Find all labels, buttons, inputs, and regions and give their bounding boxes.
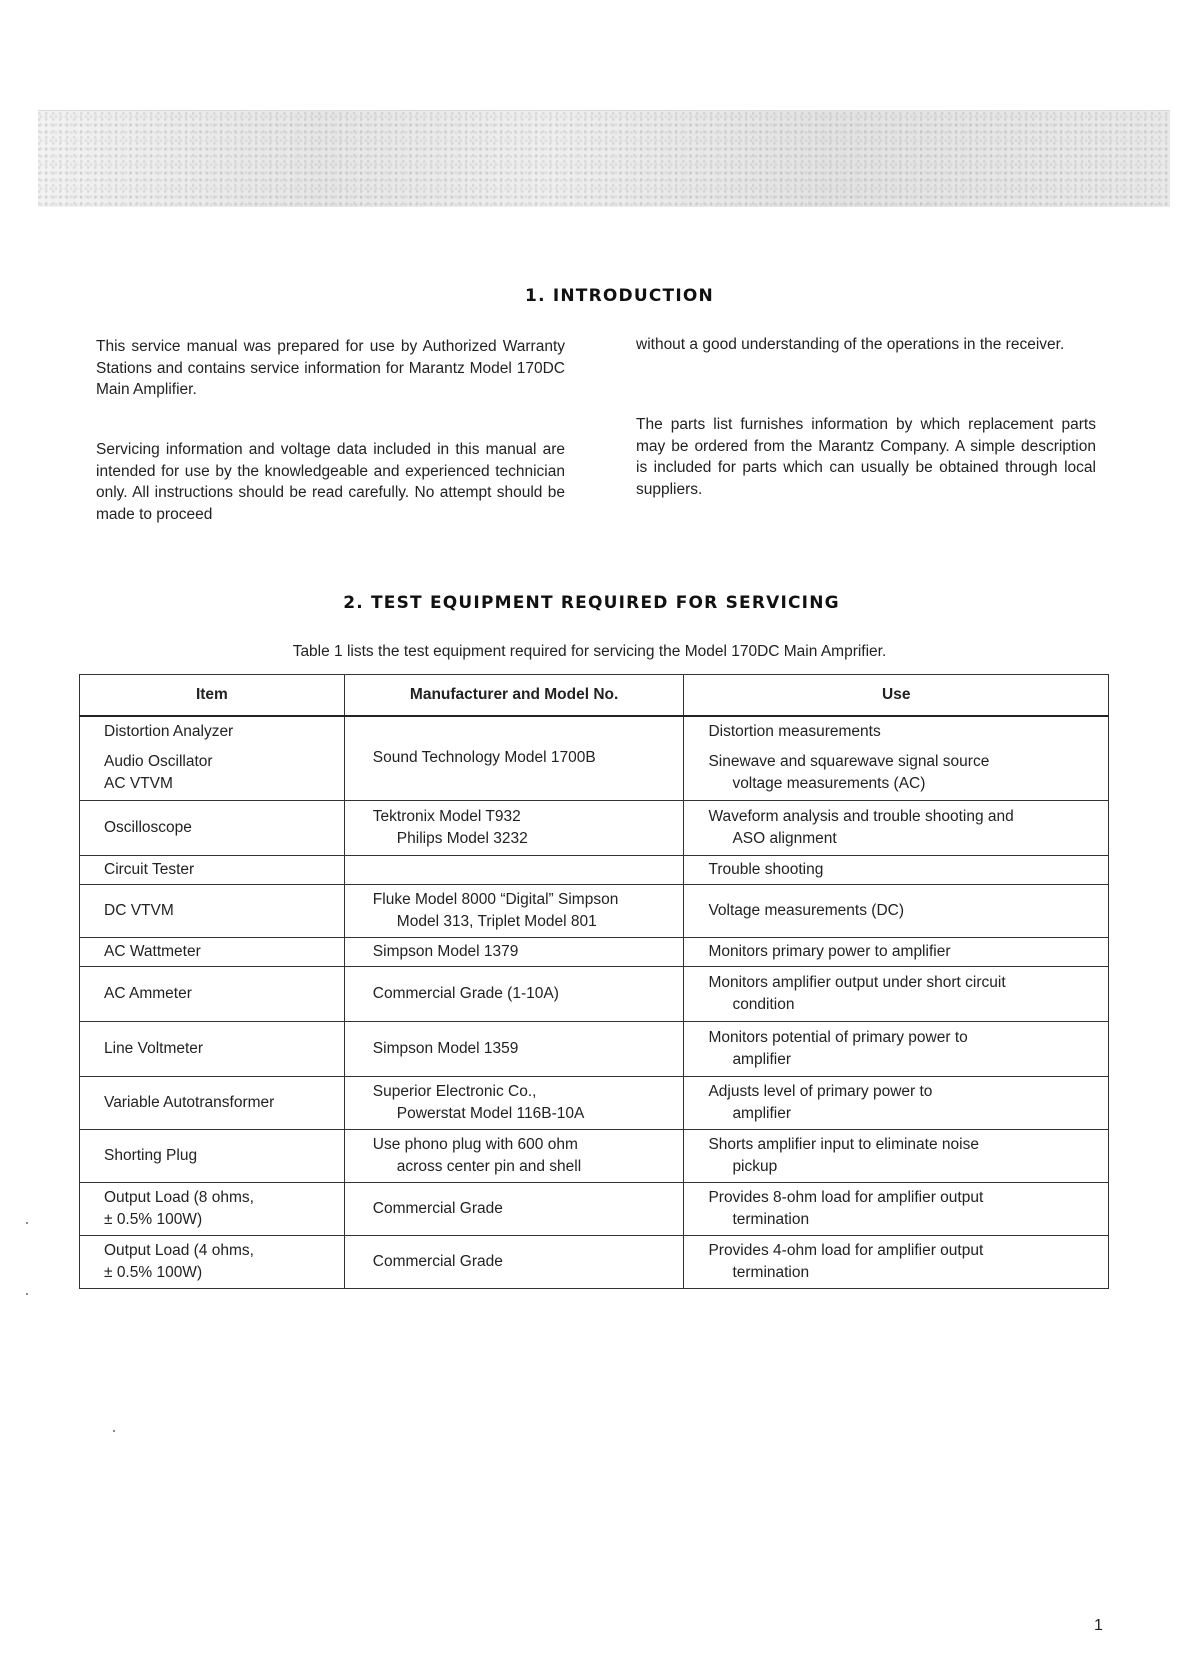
- table-row: [80, 1129, 1109, 1182]
- cell-line: across center pin and shell: [396, 1157, 582, 1175]
- cell-line: Provides 8-ohm load for amplifier output: [708, 1188, 984, 1206]
- cell-line: Distortion measurements: [708, 723, 881, 741]
- cell-line: DC VTVM: [104, 901, 174, 919]
- scan-speck: [113, 1430, 115, 1432]
- cell-use: [684, 800, 1109, 855]
- cell-item: [80, 1021, 345, 1076]
- cell-line: Provides 4-ohm load for amplifier output: [708, 1241, 984, 1259]
- cell-use: [684, 884, 1109, 937]
- cell-line: Philips Model 3232: [396, 829, 528, 847]
- section-title-test-equipment: 2. TEST EQUIPMENT REQUIRED FOR SERVICING: [343, 593, 840, 613]
- cell-line: Voltage measurements (DC): [708, 901, 904, 919]
- cell-mfr: [344, 966, 684, 1021]
- scan-speck: [26, 1222, 28, 1224]
- cell-line: Commercial Grade (1-10A): [372, 984, 559, 1002]
- scan-speck: [26, 1293, 28, 1295]
- cell-line: Distortion Analyzer: [104, 723, 234, 741]
- cell-line: Commercial Grade: [372, 1252, 503, 1270]
- header-item: Item: [80, 675, 345, 717]
- intro-paragraph-1: This service manual was prepared for use by Authorized Warranty Stations and contains service information for Marantz Model 170DC Main Amplifier.: [96, 338, 565, 398]
- cell-line: Shorting Plug: [104, 1146, 198, 1164]
- cell-line: Sound Technology Model 1700B: [372, 749, 596, 767]
- cell-line: Trouble shooting: [708, 860, 824, 878]
- table-row: [80, 1021, 1109, 1076]
- table-row: [80, 855, 1109, 884]
- table-row: [80, 716, 1109, 800]
- cell-line: ± 0.5% 100W): [104, 1263, 203, 1281]
- table-row: [80, 800, 1109, 855]
- cell-item: [80, 855, 345, 884]
- cell-item: [80, 716, 345, 800]
- cell-line: Powerstat Model 116B-10A: [396, 1104, 585, 1122]
- cell-line: Tektronix Model T932: [372, 807, 521, 825]
- cell-item: [80, 1076, 345, 1129]
- cell-line: Simpson Model 1359: [372, 1039, 519, 1057]
- cell-use: [684, 1235, 1109, 1288]
- table-row: [80, 884, 1109, 937]
- cell-item: [80, 1235, 345, 1288]
- cell-mfr: [344, 1129, 684, 1182]
- intro-paragraph-3: without a good understanding of the operations in the receiver.: [636, 336, 1065, 353]
- cell-mfr: [344, 1076, 684, 1129]
- cell-use: [684, 1021, 1109, 1076]
- cell-line: Superior Electronic Co.,: [372, 1082, 537, 1100]
- cell-line: AC VTVM: [104, 775, 173, 793]
- cell-use: [684, 855, 1109, 884]
- cell-item: [80, 1129, 345, 1182]
- test-equipment-table: [79, 674, 1109, 1289]
- cell-item: [80, 966, 345, 1021]
- cell-line: Variable Autotransformer: [104, 1093, 275, 1111]
- table-row: [80, 1076, 1109, 1129]
- cell-line: Adjusts level of primary power to: [708, 1082, 933, 1100]
- page-number: 1: [1094, 1617, 1103, 1634]
- cell-mfr: [344, 1235, 684, 1288]
- header-use: Use: [684, 675, 1109, 717]
- table-row: [80, 1235, 1109, 1288]
- cell-line: condition: [732, 995, 795, 1013]
- cell-line: Use phono plug with 600 ohm: [372, 1135, 578, 1153]
- intro-paragraph-4: The parts list furnishes information by which replacement parts may be ordered from the Marantz Company. A simple description is included for parts which can usually be obtained through local suppliers.: [636, 416, 1096, 498]
- cell-item: [80, 884, 345, 937]
- cell-line: Line Voltmeter: [104, 1039, 204, 1057]
- cell-line: Audio Oscillator: [104, 753, 213, 771]
- cell-mfr: [344, 1021, 684, 1076]
- cell-mfr: [344, 884, 684, 937]
- cell-line: amplifier: [732, 1104, 792, 1122]
- cell-line: ASO alignment: [732, 829, 837, 847]
- cell-line: AC Ammeter: [104, 984, 192, 1002]
- cell-use: [684, 1182, 1109, 1235]
- cell-mfr: [344, 937, 684, 966]
- cell-line: voltage measurements (AC): [732, 775, 926, 793]
- cell-mfr: [344, 1182, 684, 1235]
- cell-line: amplifier: [732, 1050, 792, 1068]
- cell-use: [684, 966, 1109, 1021]
- cell-line: Sinewave and squarewave signal source: [708, 753, 990, 771]
- intro-paragraph-2: Servicing information and voltage data included in this manual are intended for use by the knowledgeable and experienced technician only. All instructions should be read carefully. No attempt should be made to proceed: [96, 441, 565, 523]
- cell-line: Monitors potential of primary power to: [708, 1028, 968, 1046]
- cell-line: Simpson Model 1379: [372, 942, 519, 960]
- table-row: [80, 1182, 1109, 1235]
- cell-line: Monitors amplifier output under short circuit: [708, 973, 1006, 991]
- cell-line: pickup: [732, 1157, 778, 1175]
- header-decorative-band: [38, 110, 1170, 207]
- cell-line: Shorts amplifier input to eliminate noise: [708, 1135, 979, 1153]
- cell-line: Fluke Model 8000 “Digital” Simpson: [372, 890, 619, 908]
- header-manufacturer: Manufacturer and Model No.: [344, 675, 684, 717]
- cell-mfr: [344, 855, 684, 884]
- cell-line: Commercial Grade: [372, 1199, 503, 1217]
- table-row: [80, 937, 1109, 966]
- cell-item: [80, 1182, 345, 1235]
- cell-line: Output Load (4 ohms,: [104, 1241, 254, 1259]
- cell-use: [684, 1129, 1109, 1182]
- cell-mfr: [344, 716, 684, 800]
- cell-line: ± 0.5% 100W): [104, 1210, 203, 1228]
- cell-line: Monitors primary power to amplifier: [708, 942, 951, 960]
- table-caption: Table 1 lists the test equipment required for servicing the Model 170DC Main Amprifier.: [292, 643, 887, 660]
- cell-line: Oscilloscope: [104, 818, 192, 836]
- cell-item: [80, 937, 345, 966]
- table-row: [80, 966, 1109, 1021]
- cell-line: Model 313, Triplet Model 801: [396, 912, 597, 930]
- cell-line: termination: [732, 1263, 810, 1281]
- cell-line: Circuit Tester: [104, 860, 195, 878]
- cell-line: Output Load (8 ohms,: [104, 1188, 254, 1206]
- cell-line: AC Wattmeter: [104, 942, 201, 960]
- section-title-introduction: 1. INTRODUCTION: [525, 286, 714, 306]
- cell-line: termination: [732, 1210, 810, 1228]
- cell-use: [684, 1076, 1109, 1129]
- cell-use: [684, 716, 1109, 800]
- cell-line: Waveform analysis and trouble shooting and: [708, 807, 1014, 825]
- table-header-row: [80, 675, 1109, 717]
- cell-mfr: [344, 800, 684, 855]
- cell-use: [684, 937, 1109, 966]
- cell-item: [80, 800, 345, 855]
